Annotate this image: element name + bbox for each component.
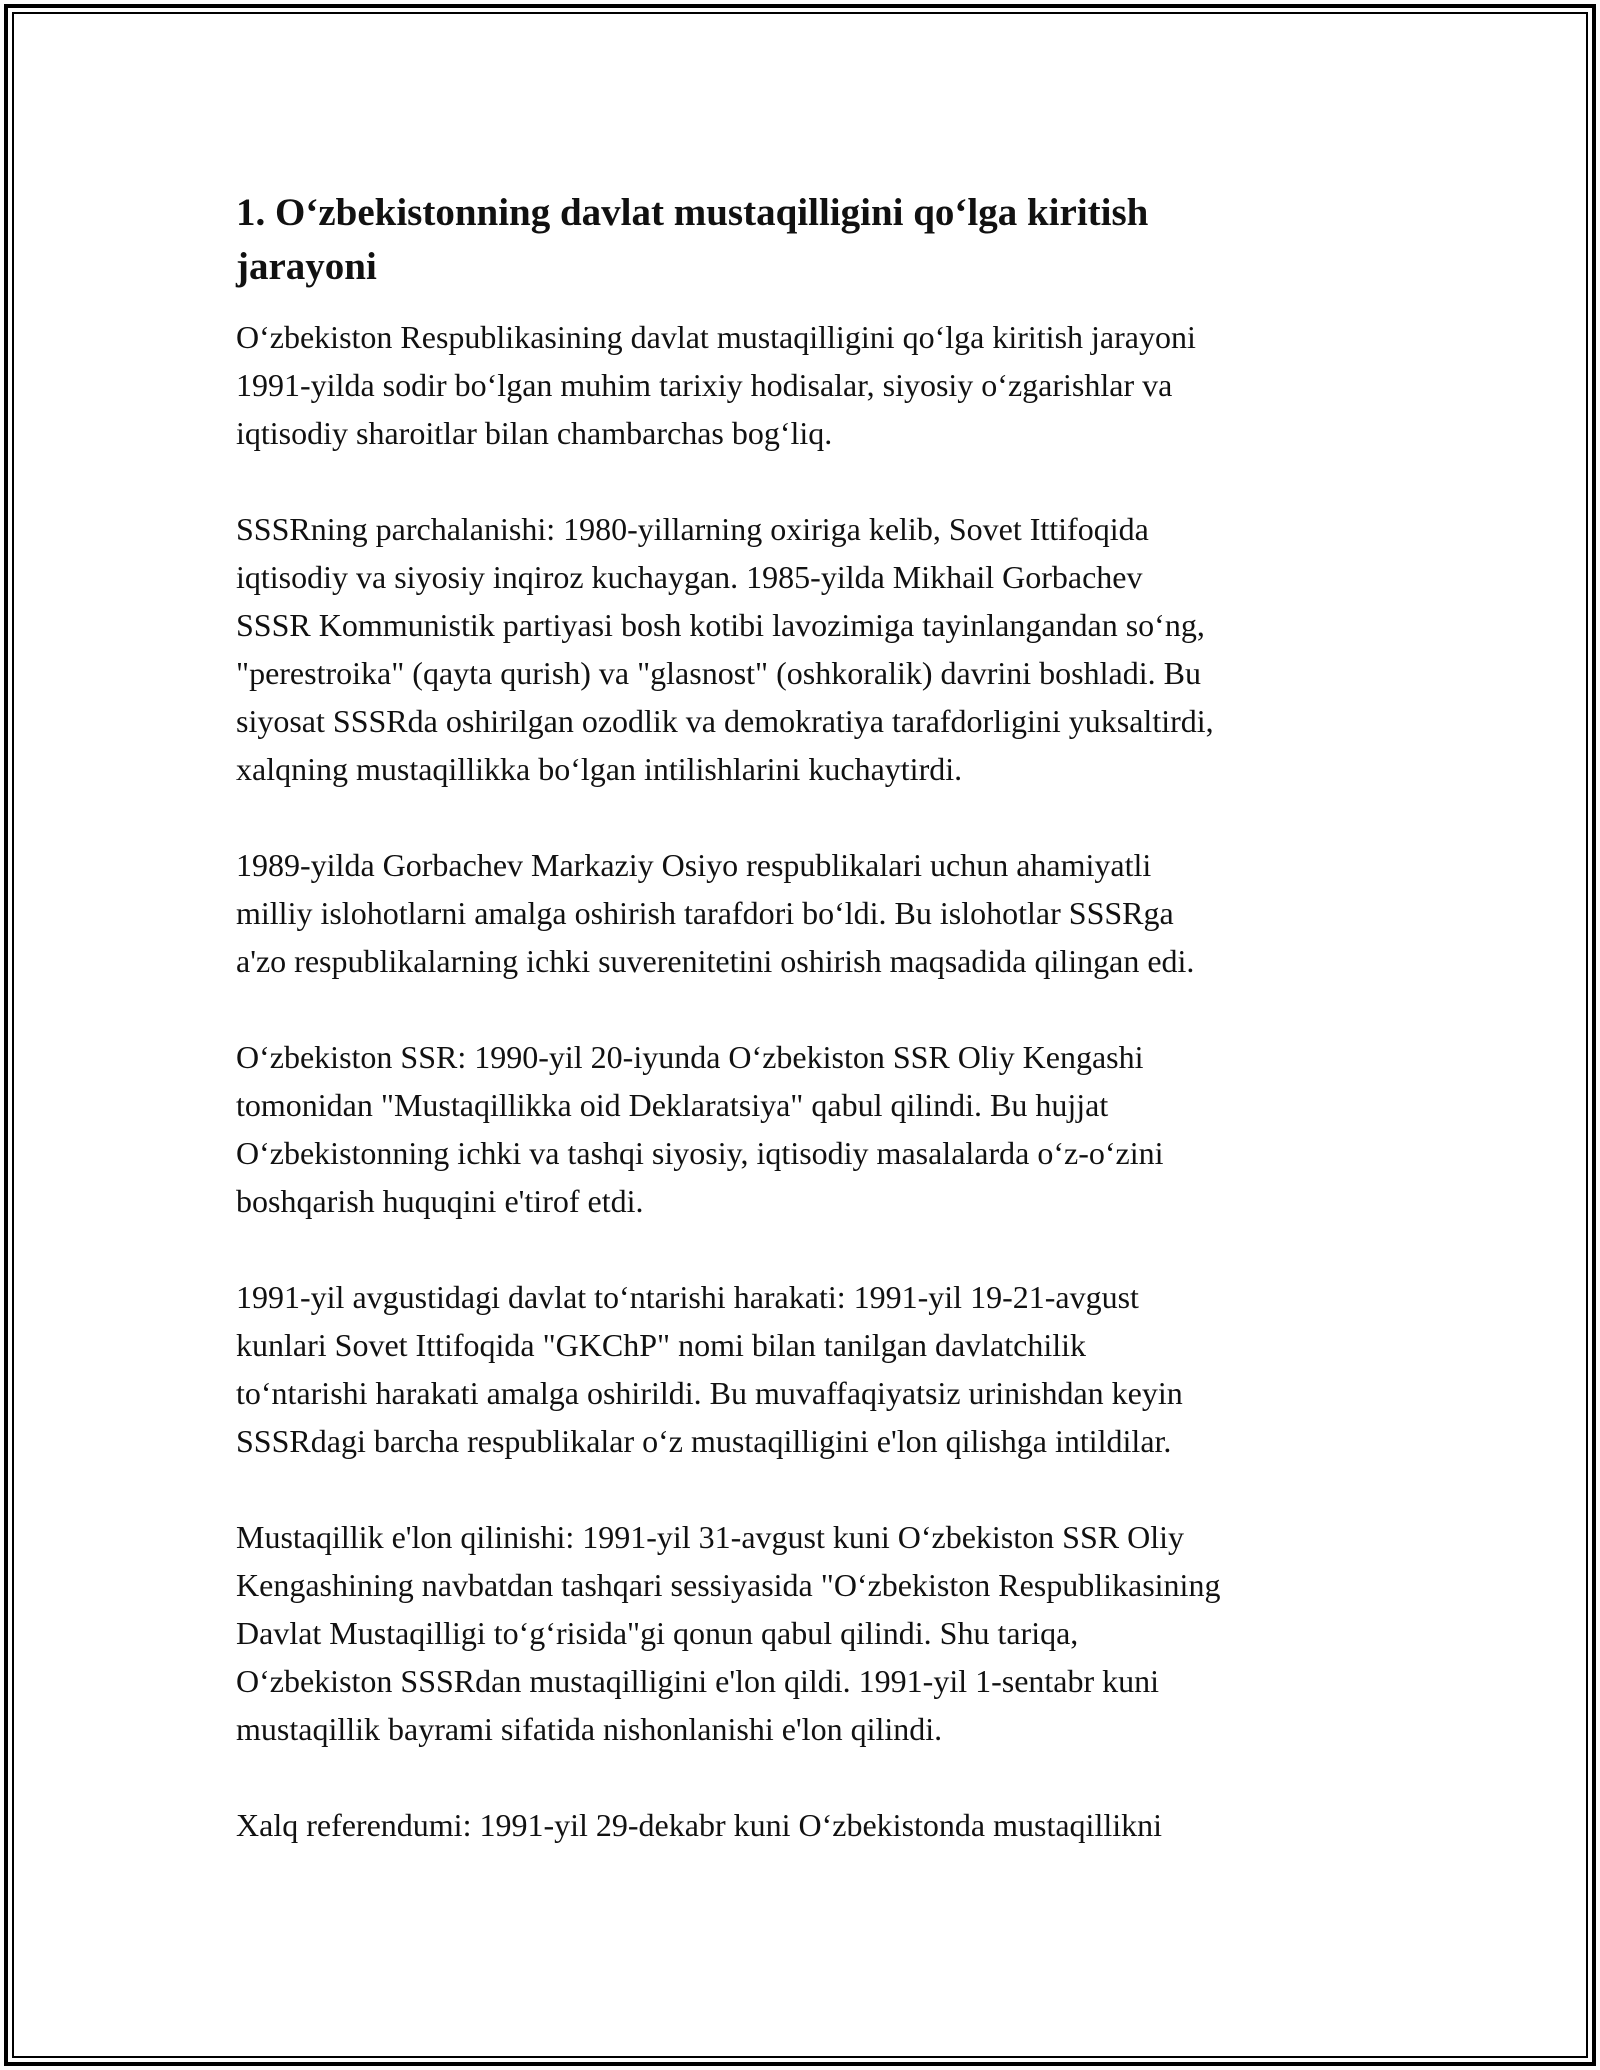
paragraph-uzbek-ssr: O‘zbekiston SSR: 1990-yil 20-iyunda O‘zbekiston SSR Oliy Kengashi tomonidan "Mustaqillikka oid Deklaratsiya" qabul qilindi. Bu hujjat O‘zbekistonning ichki va tashqi siyosiy, iqtisodiy masalalarda o‘z-o‘zini boshqarish huquqini e'tirof etdi.: [236, 1039, 1164, 1219]
document-body: [236, 186, 1376, 1897]
paragraph-reforms-1989: 1989-yilda Gorbachev Markaziy Osiyo respublikalari uchun ahamiyatli milliy islohotlarni amalga oshirish tarafdori bo‘ldi. Bu islohotlar SSSRga a'zo respublikalarning ichki suverenitetini oshirish maqsadida qilingan edi.: [236, 847, 1195, 979]
paragraph-intro: O‘zbekiston Respublikasining davlat mustaqilligini qo‘lga kiritish jarayoni 1991-yilda sodir bo‘lgan muhim tarixiy hodisalar, siyosiy o‘zgarishlar va iqtisodiy sharoitlar bilan chambarchas bog‘liq.: [236, 319, 1196, 451]
section-heading: 1. O‘zbekistonning davlat mustaqilligini qo‘lga kiritish jarayoni: [236, 191, 1149, 288]
paragraph-independence-declared: Mustaqillik e'lon qilinishi: 1991-yil 31-avgust kuni O‘zbekiston SSR Oliy Kengashining navbatdan tashqari sessiyasida "O‘zbekiston Respublikasining Davlat Mustaqilligi to‘g‘risida"gi qonun qabul qilindi. Shu tariqa, O‘zbekiston SSSRdan mustaqilligini e'lon qildi. 1991-yil 1-sentabr kuni mustaqillik bayrami sifatida nishonlanishi e'lon qilindi.: [236, 1519, 1221, 1747]
paragraph-august-coup: 1991-yil avgustidagi davlat to‘ntarishi harakati: 1991-yil 19-21-avgust kunlari Sovet Ittifoqida "GKChP" nomi bilan tanilgan davlatchilik to‘ntarishi harakati amalga oshirildi. Bu muvaffaqiyatsiz urinishdan keyin SSSRdagi barcha respublikalar o‘z mustaqilligini e'lon qilishga intildilar.: [236, 1279, 1183, 1459]
paragraph-referendum: Xalq referendumi: 1991-yil 29-dekabr kuni O‘zbekistonda mustaqillikni: [236, 1807, 1162, 1843]
paragraph-ussr-collapse: SSSRning parchalanishi: 1980-yillarning oxiriga kelib, Sovet Ittifoqida iqtisodiy va siyosiy inqiroz kuchaygan. 1985-yilda Mikhail Gorbachev SSSR Kommunistik partiyasi bosh kotibi lavozimiga tayinlangandan so‘ng, "perestroika" (qayta qurish) va "glasnost" (oshkoralik) davrini boshladi. Bu siyosat SSSRda oshirilgan ozodlik va demokratiya tarafdorligini yuksaltirdi, xalqning mustaqillikka bo‘lgan intilishlarini kuchaytirdi.: [236, 511, 1214, 787]
